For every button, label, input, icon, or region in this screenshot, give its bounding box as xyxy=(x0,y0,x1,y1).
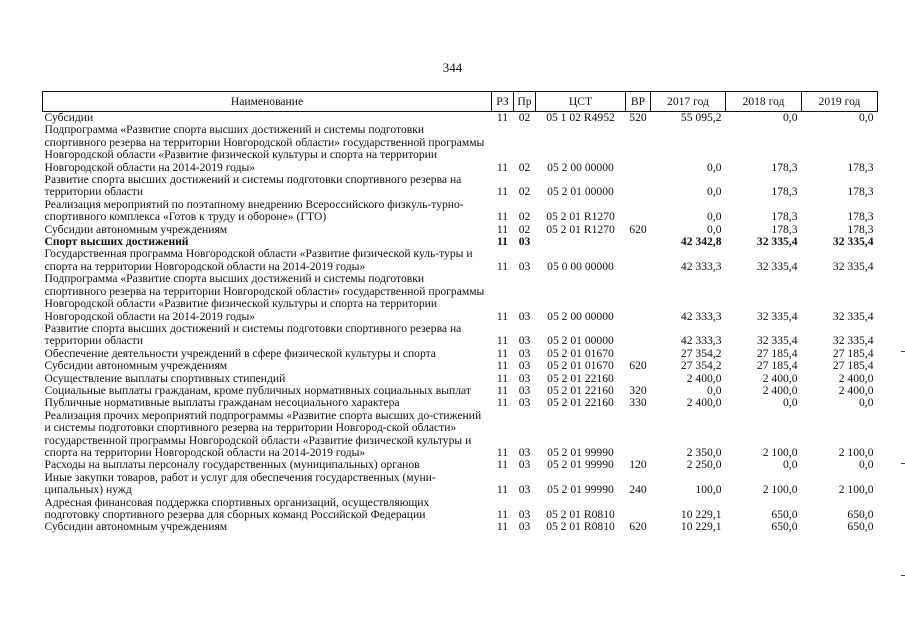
header-2019: 2019 год xyxy=(802,92,878,112)
table-row xyxy=(43,124,878,174)
cell-cst: 05 2 01 00000 xyxy=(547,185,614,199)
cell-name: Публичные нормативные выплаты гражданам несоциального характера xyxy=(44,396,400,410)
cell-y2018: 650,0 xyxy=(771,508,798,521)
cell-pr: 03 xyxy=(518,259,531,273)
table-row xyxy=(43,521,878,533)
header-2018: 2018 год xyxy=(726,92,802,112)
cell-vr: 240 xyxy=(629,483,647,497)
table-row xyxy=(43,497,878,522)
cell-pr: 03 xyxy=(518,508,531,521)
cell-y2017: 0,0 xyxy=(707,185,722,199)
page-edge-mark xyxy=(901,575,905,576)
cell-y2019: 2 100,0 xyxy=(838,445,874,459)
cell-rz: 11 xyxy=(497,235,508,249)
cell-cst: 05 2 00 00000 xyxy=(547,309,614,323)
cell-y2018: 178,3 xyxy=(771,160,798,174)
cell-y2017: 0,0 xyxy=(707,222,722,236)
cell-pr: 03 xyxy=(518,371,531,385)
cell-rz: 11 xyxy=(496,396,509,410)
cell-cst xyxy=(536,236,626,248)
header-cst: ЦСТ xyxy=(536,92,626,112)
cell-pr: 02 xyxy=(518,111,531,124)
cell-rz: 11 xyxy=(496,210,509,224)
table-body xyxy=(43,112,878,534)
cell-name: Обеспечение деятельности учреждений в сфере физической культуры и спорта xyxy=(44,346,436,360)
cell-y2019: 32 335,4 xyxy=(832,235,874,249)
cell-cst: 05 2 01 99990 xyxy=(547,458,614,472)
table-row xyxy=(43,472,878,497)
table-row xyxy=(43,459,878,471)
cell-y2019: 2 400,0 xyxy=(838,383,874,397)
cell-y2018: 0,0 xyxy=(783,458,798,472)
cell-name: Расходы на выплаты персоналу государственных (муниципальных) органов xyxy=(44,458,420,472)
cell-y2017: 0,0 xyxy=(707,160,722,174)
cell-vr: 320 xyxy=(629,383,647,397)
cell-vr: 120 xyxy=(629,458,647,472)
cell-cst: 05 2 01 R1270 xyxy=(546,222,615,236)
cell-rz: 11 xyxy=(496,222,509,236)
cell-cst: 05 2 01 22160 xyxy=(547,371,614,385)
cell-cst: 05 1 02 R4952 xyxy=(546,111,615,124)
header-rz: РЗ xyxy=(492,92,514,112)
cell-name: Развитие спорта высших достижений и системы подготовки спортивного резерва на территории области xyxy=(44,321,462,348)
cell-pr: 03 xyxy=(518,383,531,397)
cell-vr: 620 xyxy=(629,520,647,534)
cell-y2019: 0,0 xyxy=(859,111,874,124)
cell-cst: 05 2 01 R0810 xyxy=(546,520,615,534)
cell-pr: 03 xyxy=(518,334,531,348)
table-row xyxy=(43,397,878,409)
cell-name: Подпрограмма «Развитие спорта высших достижений и системы подготовки спортивного резерва на территории Новгородской области» государственной программы Новгородской области «Развитие физической культуры и спорта на территории Новгородской области на 2014-2019 годы» xyxy=(44,272,485,323)
cell-name: Субсидии автономным учреждениям xyxy=(44,359,228,373)
cell-y2018: 32 335,4 xyxy=(756,259,798,273)
cell-rz: 11 xyxy=(496,259,509,273)
cell-rz: 11 xyxy=(496,185,509,199)
cell-pr: 03 xyxy=(518,359,531,373)
cell-y2019: 27 185,4 xyxy=(832,359,874,373)
cell-vr xyxy=(626,497,651,522)
cell-y2018: 27 185,4 xyxy=(756,346,798,360)
cell-rz: 11 xyxy=(496,508,509,521)
cell-y2019: 650,0 xyxy=(847,508,874,521)
cell-pr: 02 xyxy=(518,160,531,174)
cell-rz: 11 xyxy=(496,445,509,459)
cell-y2017: 100,0 xyxy=(695,483,722,497)
cell-y2017: 10 229,1 xyxy=(680,520,722,534)
cell-pr: 03 xyxy=(518,346,531,360)
cell-name: Субсидии автономным учреждениям xyxy=(44,222,228,236)
cell-y2019: 650,0 xyxy=(847,520,874,534)
cell-pr: 03 xyxy=(518,445,531,459)
table-row xyxy=(43,273,878,323)
cell-y2018: 32 335,4 xyxy=(756,334,798,348)
cell-pr: 03 xyxy=(518,458,531,472)
cell-y2019: 32 335,4 xyxy=(832,334,874,348)
cell-y2018: 2 100,0 xyxy=(762,445,798,459)
table-row xyxy=(43,360,878,372)
cell-y2017: 2 350,0 xyxy=(686,445,722,459)
cell-y2018: 27 185,4 xyxy=(756,359,798,373)
budget-table xyxy=(42,91,878,534)
cell-rz: 11 xyxy=(496,371,509,385)
table-header-row xyxy=(43,92,878,112)
cell-name: Реализация прочих мероприятий подпрограммы «Развитие спорта высших до-стижений и системы подготовки спортивного резерва на территории Новгород-ской области» государственной программы Новгородской области «Развитие физической культуры и спорта на территории Новгородской области на 2014-2019 годы» xyxy=(44,408,482,459)
cell-y2017: 2 250,0 xyxy=(686,458,722,472)
table-row xyxy=(43,248,878,273)
cell-y2017: 42 333,3 xyxy=(680,309,722,323)
cell-rz: 11 xyxy=(496,309,509,323)
cell-cst: 05 2 01 R1270 xyxy=(546,210,615,224)
cell-pr: 02 xyxy=(518,210,531,224)
cell-y2019: 27 185,4 xyxy=(832,346,874,360)
cell-name: Иные закупки товаров, работ и услуг для обеспечения государственных (муни-ципальных) нужд xyxy=(44,470,436,497)
cell-y2017: 42 342,8 xyxy=(680,235,722,249)
table-row xyxy=(43,323,878,348)
cell-name: Развитие спорта высших достижений и системы подготовки спортивного резерва на территории области xyxy=(44,173,462,199)
cell-pr: 03 xyxy=(518,483,531,497)
cell-rz: 11 xyxy=(496,458,509,472)
cell-y2018: 178,3 xyxy=(771,210,798,224)
cell-cst: 05 2 01 22160 xyxy=(547,383,614,397)
cell-y2017: 2 400,0 xyxy=(686,371,722,385)
cell-cst: 05 0 00 00000 xyxy=(547,259,614,273)
cell-vr: 620 xyxy=(629,222,647,236)
cell-y2018: 2 400,0 xyxy=(762,383,798,397)
cell-pr: 02 xyxy=(518,185,531,199)
cell-y2017: 0,0 xyxy=(707,210,722,224)
cell-y2017: 27 354,2 xyxy=(680,359,722,373)
cell-y2019: 0,0 xyxy=(859,396,874,410)
cell-cst: 05 2 01 99990 xyxy=(547,445,614,459)
cell-y2017: 42 333,3 xyxy=(680,334,722,348)
cell-y2017: 10 229,1 xyxy=(680,508,722,521)
cell-y2019: 2 400,0 xyxy=(838,371,874,385)
cell-y2019: 32 335,4 xyxy=(832,309,874,323)
header-vr: ВР xyxy=(626,92,651,112)
cell-cst: 05 2 00 00000 xyxy=(547,160,614,174)
cell-y2019: 32 335,4 xyxy=(832,259,874,273)
cell-vr: 330 xyxy=(629,396,647,410)
cell-pr: 03 xyxy=(518,309,531,323)
cell-y2017: 2 400,0 xyxy=(686,396,722,410)
cell-cst: 05 2 01 R0810 xyxy=(546,508,615,521)
cell-rz: 11 xyxy=(496,483,509,497)
header-pr: Пр xyxy=(514,92,536,112)
cell-pr: 03 xyxy=(518,396,531,410)
cell-y2018: 32 335,4 xyxy=(756,235,798,249)
cell-vr: 520 xyxy=(629,111,647,124)
cell-y2019: 178,3 xyxy=(847,160,874,174)
cell-rz: 11 xyxy=(496,334,509,348)
cell-name: Адресная финансовая поддержка спортивных организаций, осуществляющих подготовку спортивного резерва для сборных команд Российской Федерации xyxy=(44,495,430,521)
cell-vr xyxy=(626,323,651,348)
cell-name: Подпрограмма «Развитие спорта высших достижений и системы подготовки спортивного резерва на территории Новгородской области» государственной программы Новгородской области «Развитие физической культуры и спорта на территории Новгородской области на 2014-2019 годы» xyxy=(44,123,485,174)
cell-name: Осуществление выплаты спортивных стипендий xyxy=(44,371,286,385)
cell-cst: 05 2 01 01670 xyxy=(547,346,614,360)
cell-y2019: 178,3 xyxy=(847,222,874,236)
page-edge-mark xyxy=(901,463,905,464)
cell-y2018: 32 335,4 xyxy=(756,309,798,323)
cell-vr: 620 xyxy=(629,359,647,373)
cell-y2019: 178,3 xyxy=(847,185,874,199)
cell-y2017: 27 354,2 xyxy=(680,346,722,360)
cell-vr xyxy=(626,124,651,174)
cell-vr xyxy=(626,273,651,323)
cell-rz: 11 xyxy=(496,346,509,360)
cell-y2018: 2 100,0 xyxy=(762,483,798,497)
page-edge-mark xyxy=(901,351,905,352)
cell-rz: 11 xyxy=(496,160,509,174)
cell-vr xyxy=(626,248,651,273)
cell-cst: 05 2 01 00000 xyxy=(547,334,614,348)
cell-name: Реализация мероприятий по поэтапному внедрению Всероссийского физкуль-турно-спортивного комплекса «Готов к труду и обороне» (ГТО) xyxy=(44,197,464,224)
cell-y2018: 2 400,0 xyxy=(762,371,798,385)
cell-cst: 05 2 01 99990 xyxy=(547,483,614,497)
cell-name: Спорт высших достижений xyxy=(44,235,189,249)
table-row xyxy=(43,199,878,224)
table-row xyxy=(43,410,878,460)
cell-y2017: 0,0 xyxy=(707,383,722,397)
cell-cst: 05 2 01 01670 xyxy=(547,359,614,373)
cell-name: Социальные выплаты гражданам, кроме публичных нормативных социальных выплат xyxy=(44,383,471,397)
cell-y2018: 0,0 xyxy=(783,396,798,410)
cell-pr: 02 xyxy=(518,222,531,236)
cell-vr xyxy=(626,199,651,224)
table-row xyxy=(43,174,878,199)
cell-vr xyxy=(626,410,651,460)
cell-y2017: 55 095,2 xyxy=(680,111,722,124)
cell-y2018: 178,3 xyxy=(771,222,798,236)
cell-y2018: 178,3 xyxy=(771,185,798,199)
cell-rz: 11 xyxy=(496,520,509,534)
cell-name: Субсидии xyxy=(44,111,94,124)
cell-rz: 11 xyxy=(496,111,509,124)
cell-pr: 03 xyxy=(518,520,531,534)
header-2017: 2017 год xyxy=(651,92,726,112)
header-name: Наименование xyxy=(43,92,492,112)
cell-pr: 03 xyxy=(518,235,531,249)
cell-y2017: 42 333,3 xyxy=(680,259,722,273)
cell-cst: 05 2 01 22160 xyxy=(547,396,614,410)
cell-vr xyxy=(626,174,651,199)
cell-y2019: 178,3 xyxy=(847,210,874,224)
cell-y2018: 0,0 xyxy=(783,111,798,124)
cell-name: Государственная программа Новгородской области «Развитие физической куль-туры и спорта на территории Новгородской области на 2014-2019 годы» xyxy=(44,247,473,273)
cell-rz: 11 xyxy=(496,359,509,373)
cell-y2019: 2 100,0 xyxy=(838,483,874,497)
cell-rz: 11 xyxy=(496,383,509,397)
cell-vr xyxy=(626,236,651,248)
page-number: 344 xyxy=(442,60,463,75)
cell-name: Субсидии автономным учреждениям xyxy=(44,520,228,534)
cell-y2019: 0,0 xyxy=(859,458,874,472)
cell-y2018: 650,0 xyxy=(771,520,798,534)
